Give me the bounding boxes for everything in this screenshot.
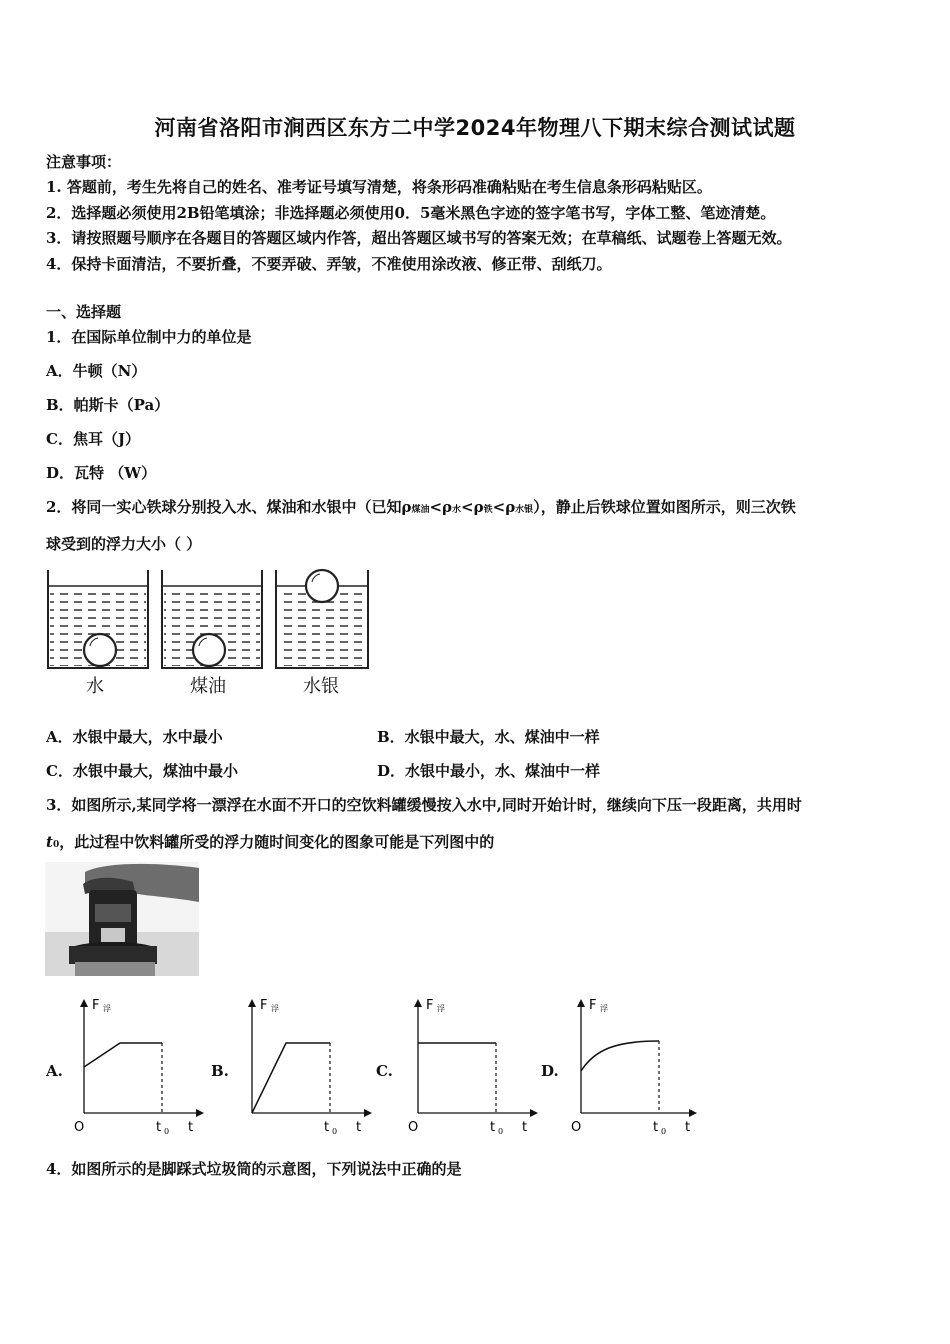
q3-stem-line2 bbox=[46, 831, 494, 852]
graph-d-y-label: F bbox=[589, 998, 597, 1013]
graph-c-y-sub: 浮 bbox=[437, 1004, 445, 1013]
notice-item-2: 2．选择题必须使用2B铅笔填涂；非选择题必须使用0．5毫米黑色字迹的签字笔书写，字体工整、笔迹清楚。 bbox=[46, 204, 776, 222]
graph-a-x-label: t bbox=[188, 1120, 194, 1135]
q3-stem-part-b: ，此过程中饮料罐所受的浮力随时间变化的图象可能是下列图中的 bbox=[59, 833, 495, 851]
graph-c-t0: t bbox=[490, 1120, 496, 1135]
rho-symbol: ρ bbox=[473, 498, 484, 516]
graph-d-y-sub: 浮 bbox=[600, 1004, 608, 1013]
section-heading: 一、选择题 bbox=[46, 303, 122, 321]
beaker-label-kerosene: 煤油 bbox=[190, 676, 226, 697]
graph-c-label: C. bbox=[376, 1062, 393, 1080]
less-than-3: < bbox=[492, 498, 506, 516]
graph-d-x-label: t bbox=[685, 1120, 691, 1135]
q2-option-b: B．水银中最大，水、煤油中一样 bbox=[377, 728, 600, 746]
graph-a-label: A. bbox=[46, 1062, 63, 1080]
q4-stem: 4．如图所示的是脚踩式垃圾筒的示意图，下列说法中正确的是 bbox=[46, 1160, 462, 1178]
beaker-kerosene bbox=[162, 570, 262, 668]
q2-stem-part-a: 2．将同一实心铁球分别投入水、煤油和水银中（已知 bbox=[46, 498, 402, 516]
beaker-label-water: 水 bbox=[86, 676, 104, 697]
notice-item-1: 1. 答题前，考生先将自己的姓名、准考证号填写清楚，将条形码准确粘贴在考生信息条形码粘贴区。 bbox=[46, 178, 712, 196]
graph-a-curve bbox=[84, 1043, 162, 1067]
rho-sub-iron: 铁 bbox=[483, 505, 493, 515]
t0-symbol: t bbox=[46, 833, 53, 851]
less-than-2: < bbox=[461, 498, 474, 516]
rho-symbol: ρ bbox=[401, 498, 412, 516]
graph-c bbox=[394, 995, 544, 1140]
q1-option-a: A．牛顿（N） bbox=[46, 362, 147, 380]
graph-d-curve bbox=[581, 1041, 659, 1071]
graph-a bbox=[60, 995, 210, 1140]
q3-stem-line1: 3．如图所示,某同学将一漂浮在水面不开口的空饮料罐缓慢按入水中,同时开始计时，继续向下压一段距离，共用时 bbox=[46, 796, 802, 814]
q1-stem: 1．在国际单位制中力的单位是 bbox=[46, 328, 252, 346]
notice-heading: 注意事项： bbox=[46, 153, 122, 171]
graph-b-label: B. bbox=[211, 1062, 229, 1080]
q2-stem-line1 bbox=[46, 496, 796, 517]
q2-option-a: A．水银中最大，水中最小 bbox=[46, 728, 223, 746]
rho-sub-water: 水 bbox=[452, 505, 462, 515]
notice-item-4: 4．保持卡面清洁，不要折叠，不要弄破、弄皱，不准使用涂改液、修正带、刮纸刀。 bbox=[46, 255, 612, 273]
graph-d-t0-sub: 0 bbox=[661, 1127, 667, 1136]
graph-a-origin: O bbox=[74, 1120, 85, 1135]
t0-subscript: 0 bbox=[52, 840, 60, 850]
rho-symbol: ρ bbox=[442, 498, 453, 516]
graph-c-y-label: F bbox=[426, 998, 434, 1013]
graph-d-t0: t bbox=[653, 1120, 659, 1135]
graph-c-axes bbox=[414, 999, 538, 1117]
notice-item-3: 3．请按照题号顺序在各题目的答题区域内作答，超出答题区域书写的答案无效；在草稿纸、试题卷上答题无效。 bbox=[46, 229, 792, 247]
beaker-water bbox=[48, 570, 148, 668]
graph-c-origin: O bbox=[408, 1120, 419, 1135]
less-than-1: < bbox=[429, 498, 443, 516]
graph-a-y-sub: 浮 bbox=[103, 1004, 111, 1013]
q2-stem-part-b: ），静止后铁球位置如图所示，则三次铁 bbox=[533, 498, 796, 516]
rho-sub-mercury: 水银 bbox=[515, 505, 534, 515]
beaker-mercury bbox=[276, 570, 368, 668]
graph-b-t0: t bbox=[324, 1120, 330, 1135]
q1-option-c: C．焦耳（J） bbox=[46, 430, 141, 448]
graph-b-y-sub: 浮 bbox=[271, 1004, 279, 1013]
graph-b-t0-sub: 0 bbox=[332, 1127, 338, 1136]
graph-b-curve bbox=[252, 1043, 330, 1113]
graph-a-t0-sub: 0 bbox=[164, 1127, 170, 1136]
can-photo-illustration bbox=[45, 862, 199, 976]
q2-option-c: C．水银中最大，煤油中最小 bbox=[46, 762, 238, 780]
graph-a-y-label: F bbox=[92, 998, 100, 1013]
q1-option-b: B．帕斯卡（Pa） bbox=[46, 396, 170, 414]
graph-b-axes bbox=[248, 999, 372, 1117]
graph-a-t0: t bbox=[156, 1120, 162, 1135]
graph-c-t0-sub: 0 bbox=[498, 1127, 504, 1136]
graph-c-x-label: t bbox=[522, 1120, 528, 1135]
graph-d-axes bbox=[577, 999, 697, 1117]
page-title: 河南省洛阳市涧西区东方二中学2024年物理八下期末综合测试试题 bbox=[154, 116, 796, 140]
graph-d-label: D. bbox=[541, 1062, 559, 1080]
q2-option-d: D．水银中最小，水、煤油中一样 bbox=[377, 762, 601, 780]
graph-b-x-label: t bbox=[356, 1120, 362, 1135]
q2-stem-line2: 球受到的浮力大小（ ） bbox=[46, 535, 202, 553]
rho-symbol: ρ bbox=[505, 498, 516, 516]
q1-option-d: D．瓦特 （W） bbox=[46, 464, 157, 482]
graph-b bbox=[228, 995, 378, 1140]
rho-sub-kerosene: 煤油 bbox=[411, 505, 430, 515]
graph-d-origin: O bbox=[571, 1120, 582, 1135]
beaker-label-mercury: 水银 bbox=[303, 676, 339, 697]
graph-b-y-label: F bbox=[260, 998, 268, 1013]
graph-d bbox=[557, 995, 707, 1140]
